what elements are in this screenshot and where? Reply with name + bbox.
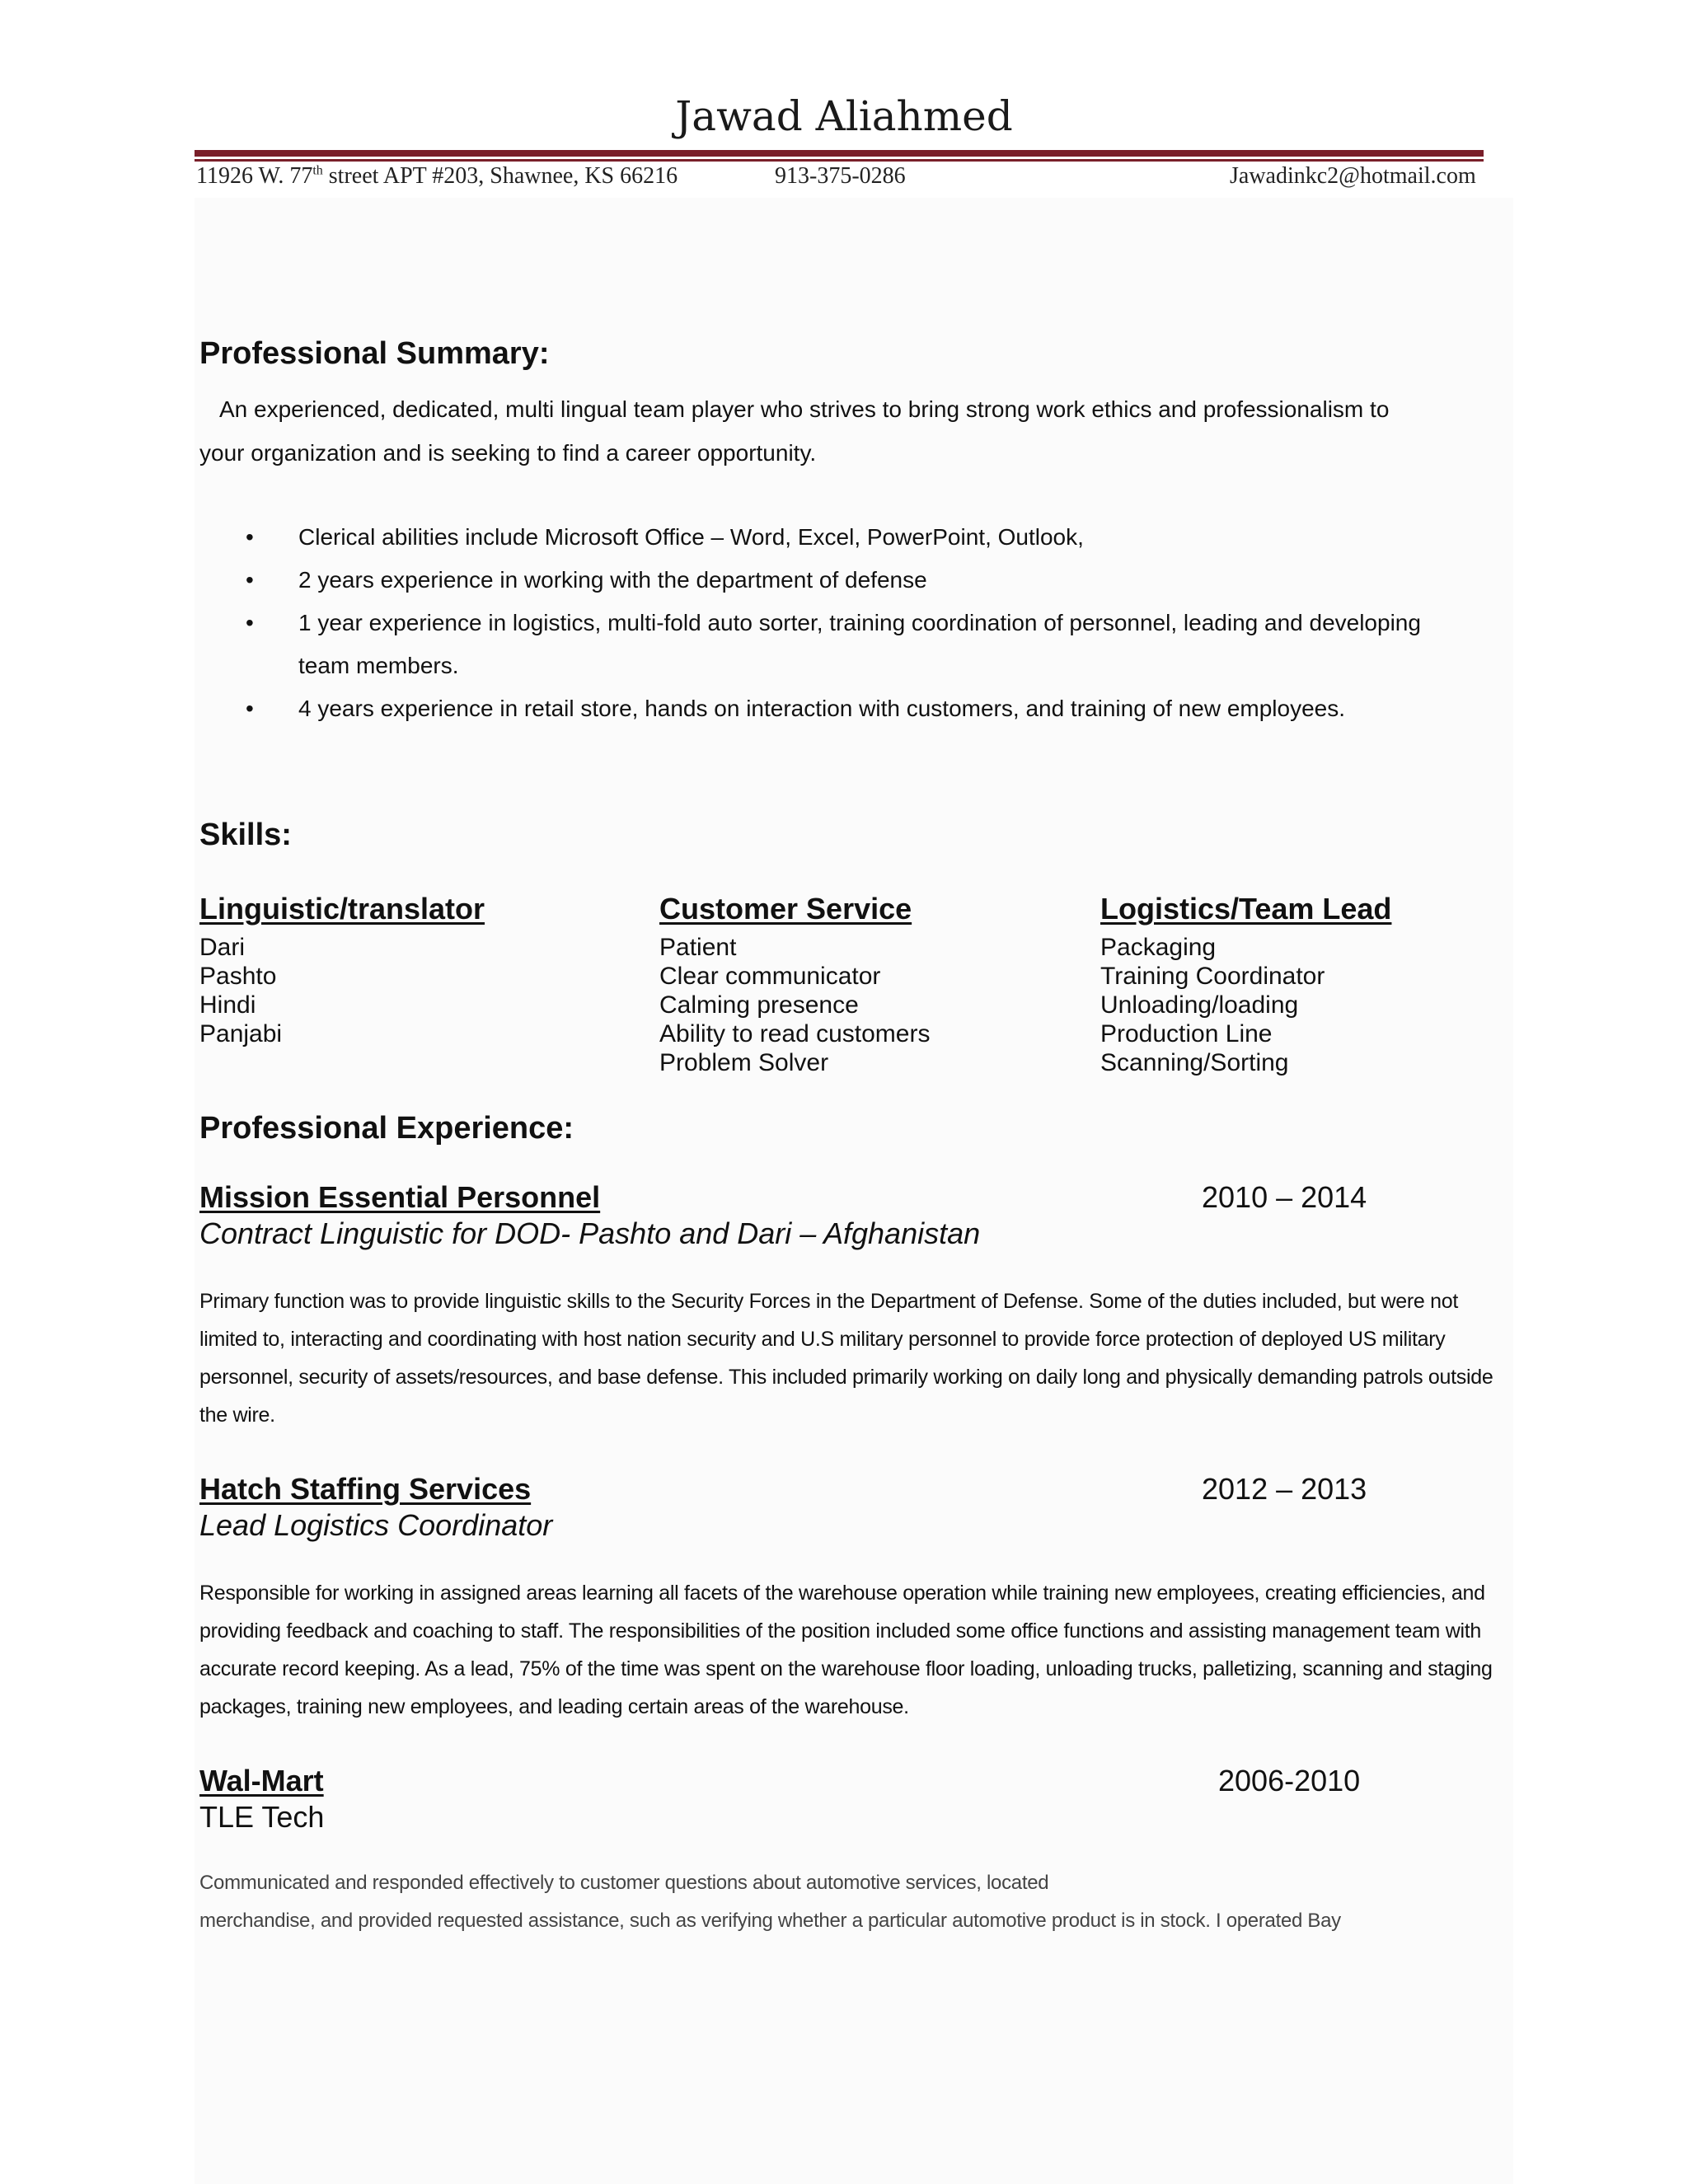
skill-item: Production Line (1100, 1020, 1273, 1047)
address-part: street APT #203, Shawnee, KS 66216 (322, 163, 678, 189)
skill-item: Patient (659, 934, 737, 961)
contact-phone: 913-375-0286 (775, 163, 906, 189)
summary-heading: Professional Summary: (199, 336, 550, 371)
skill-column-logistics (1100, 892, 1391, 1077)
skill-column-linguistic (199, 892, 485, 1048)
skills-heading: Skills: (199, 818, 292, 852)
job-company: Hatch Staffing Services (199, 1472, 532, 1506)
header-rule-thin (195, 159, 1484, 162)
summary-line: your organization and is seeking to find a career opportunity. (199, 440, 817, 466)
header-rule-thick (195, 150, 1484, 157)
job-description (199, 1864, 1502, 1940)
summary-bullets (246, 516, 1482, 730)
job-description-line: Communicated and responded effectively to customer questions about automotive services, located (199, 1872, 1049, 1894)
skill-item: Packaging (1100, 934, 1217, 961)
skill-item: Scanning/Sorting (1100, 1049, 1289, 1076)
job-company: Mission Essential Personnel (199, 1180, 601, 1214)
skill-item: Ability to read customers (659, 1020, 931, 1047)
skill-column-customer-service (659, 892, 930, 1077)
bullet-item: • 4 years experience in retail store, hands on interaction with customers, and training of new employees. (246, 687, 1482, 730)
job-dates: 2006-2010 (1218, 1764, 1361, 1797)
job-role: Lead Logistics Coordinator (199, 1508, 553, 1542)
job-dates: 2010 – 2014 (1202, 1180, 1367, 1214)
job-dates: 2012 – 2013 (1202, 1472, 1367, 1506)
skill-item: Hindi (199, 991, 256, 1019)
skill-item: Panjabi (199, 1020, 283, 1047)
summary-paragraph (199, 387, 1485, 475)
contact-address (196, 163, 678, 190)
job-description: Responsible for working in assigned areas learning all facets of the warehouse operation while training new employees, creating efficiencies, and providing feedback and coaching to staff. The responsibilities of the position included some office functions and assisting management team with accurate record keeping. As a lead, 75% of the time was spent on the warehouse floor loading, unloading trucks, palletizing, scanning and staging packages, training new employees, and leading certain areas of the warehouse. (199, 1582, 1493, 1718)
skill-column-title: Linguistic/translator (199, 892, 485, 926)
address-superscript: th (312, 163, 323, 178)
experience-heading: Professional Experience: (199, 1111, 574, 1146)
skill-item: Problem Solver (659, 1049, 829, 1076)
skill-item: Clear communicator (659, 963, 881, 990)
job-description-line: merchandise, and provided requested assistance, such as verifying whether a particular automotive product is in stock. I operated Bay (199, 1910, 1341, 1932)
job-company: Wal-Mart (199, 1764, 324, 1797)
skill-item: Dari (199, 934, 246, 961)
job-role: Contract Linguistic for DOD- Pashto and Dari – Afghanistan (199, 1216, 981, 1250)
skill-item: Calming presence (659, 991, 859, 1019)
job-description: Primary function was to provide linguistic skills to the Security Forces in the Department of Defense. Some of the duties included, but were not limited to, interacting and coordinating with host nation security and U.S military personnel to provide force protection of deployed US military personnel, security of assets/resources, and base defense. This included primarily working on daily long and physically demanding patrols outside the wire. (199, 1290, 1493, 1427)
contact-email[interactable]: Jawadinkc2@hotmail.com (1230, 163, 1476, 189)
skill-column-title: Customer Service (659, 892, 912, 926)
bullet-item: • Clerical abilities include Microsoft Office – Word, Excel, PowerPoint, Outlook, (246, 516, 1482, 559)
skill-item: Pashto (199, 963, 277, 990)
skill-item: Unloading/loading (1100, 991, 1299, 1019)
skill-column-title: Logistics/Team Lead (1100, 892, 1392, 926)
job-role: TLE Tech (199, 1800, 325, 1834)
address-part: 11926 W. 77 (196, 163, 313, 189)
candidate-name: Jawad Aliahmed (675, 92, 1013, 140)
bullet-item: • 2 years experience in working with the department of defense (246, 559, 1482, 602)
summary-line: An experienced, dedicated, multi lingual team player who strives to bring strong work ethics and professionalism to (219, 396, 1390, 422)
skill-item: Training Coordinator (1100, 963, 1325, 990)
bullet-item: • 1 year experience in logistics, multi-fold auto sorter, training coordination of personnel, leading and developing team members. (246, 602, 1469, 687)
